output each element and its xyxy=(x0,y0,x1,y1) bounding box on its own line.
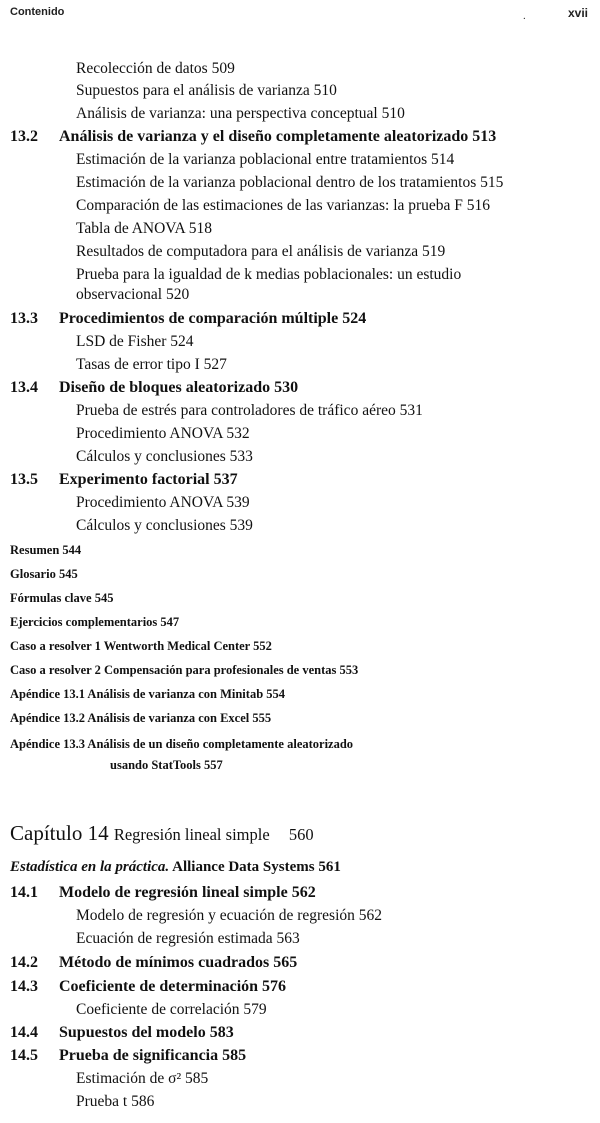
section-title: Método de mínimos cuadrados 565 xyxy=(59,954,298,971)
toc-section-14-5 xyxy=(10,1047,246,1065)
toc-end-entry: Apéndice 13.2 Análisis de varianza con Excel 555 xyxy=(10,711,272,725)
practice-label: Estadística en la práctica. xyxy=(10,859,170,875)
toc-end-entry: Fórmulas clave 545 xyxy=(10,591,114,605)
section-title: Procedimientos de comparación múltiple 524 xyxy=(59,310,367,327)
chapter-title: Regresión lineal simple xyxy=(113,825,270,844)
toc-entry: Cálculos y conclusiones 533 xyxy=(76,448,253,465)
toc-entry: Recolección de datos 509 xyxy=(76,60,235,77)
toc-end-entry: usando StatTools 557 xyxy=(110,758,223,772)
toc-end-entry: Glosario 545 xyxy=(10,567,78,581)
toc-entry: Estimación de la varianza poblacional dentro de los tratamientos 515 xyxy=(76,174,504,191)
toc-entry: Procedimiento ANOVA 532 xyxy=(76,425,250,442)
toc-entry: Modelo de regresión y ecuación de regresión 562 xyxy=(76,907,383,924)
toc-end-entry: Resumen 544 xyxy=(10,543,82,557)
section-title: Análisis de varianza y el diseño completamente aleatorizado 513 xyxy=(59,128,497,145)
toc-section-13-2 xyxy=(10,128,496,146)
toc-entry: Cálculos y conclusiones 539 xyxy=(76,517,253,534)
toc-entry: Estimación de la varianza poblacional entre tratamientos 514 xyxy=(76,151,455,168)
toc-entry: Resultados de computadora para el análisis de varianza 519 xyxy=(76,243,446,260)
section-title: Supuestos del modelo 583 xyxy=(59,1024,234,1041)
toc-entry: Prueba para la igualdad de k medias poblacionales: un estudio xyxy=(76,266,462,283)
chapter-label: Capítulo 14 xyxy=(10,821,109,845)
chapter-heading xyxy=(10,821,314,846)
toc-section-13-4 xyxy=(10,379,298,397)
toc-entry: Prueba de estrés para controladores de tráfico aéreo 531 xyxy=(76,402,423,419)
toc-entry: Tabla de ANOVA 518 xyxy=(76,220,212,237)
section-title: Coeficiente de determinación 576 xyxy=(59,978,287,995)
toc-end-entry: Caso a resolver 2 Compensación para profesionales de ventas 553 xyxy=(10,663,359,677)
toc-section-13-3 xyxy=(10,310,366,328)
toc-end-entry: Apéndice 13.3 Análisis de un diseño completamente aleatorizado xyxy=(10,737,354,751)
section-number: 14.4 xyxy=(10,1024,38,1041)
toc-end-entry: Apéndice 13.1 Análisis de varianza con Minitab 554 xyxy=(10,687,286,701)
page-number: xvii xyxy=(567,6,588,20)
toc-section-14-1 xyxy=(10,884,316,902)
toc-entry: Estimación de σ² 585 xyxy=(76,1070,209,1087)
section-number: 13.2 xyxy=(10,128,38,145)
toc-entry: Procedimiento ANOVA 539 xyxy=(76,494,250,511)
section-number: 13.4 xyxy=(10,379,38,396)
toc-end-entry: Caso a resolver 1 Wentworth Medical Center 552 xyxy=(10,639,272,653)
toc-entry: LSD de Fisher 524 xyxy=(76,333,194,350)
toc-end-entry: Ejercicios complementarios 547 xyxy=(10,615,180,629)
toc-section-14-2 xyxy=(10,954,297,972)
toc-entry: Supuestos para el análisis de varianza 510 xyxy=(76,82,337,99)
running-header: Contenido xyxy=(10,6,65,18)
header-mark: . xyxy=(523,10,526,22)
toc-entry: Ecuación de regresión estimada 563 xyxy=(76,930,300,947)
practice-title: Alliance Data Systems 561 xyxy=(172,859,341,875)
toc-section-14-3 xyxy=(10,978,286,996)
toc-entry: Comparación de las estimaciones de las varianzas: la prueba F 516 xyxy=(76,197,491,214)
section-number: 13.5 xyxy=(10,471,38,488)
toc-section-14-4 xyxy=(10,1024,234,1042)
chapter-page: 560 xyxy=(288,825,314,844)
section-title: Experimento factorial 537 xyxy=(59,471,238,488)
toc-entry: Tasas de error tipo I 527 xyxy=(76,356,227,373)
toc-entry: Análisis de varianza: una perspectiva conceptual 510 xyxy=(76,105,405,122)
section-title: Prueba de significancia 585 xyxy=(59,1047,247,1064)
toc-section-13-5 xyxy=(10,471,238,489)
toc-entry: observacional 520 xyxy=(76,286,190,303)
toc-practice-entry xyxy=(10,859,341,876)
section-title: Diseño de bloques aleatorizado 530 xyxy=(59,379,299,396)
section-number: 14.3 xyxy=(10,978,38,995)
toc-entry: Coeficiente de correlación 579 xyxy=(76,1001,267,1018)
section-number: 14.1 xyxy=(10,884,38,901)
section-number: 13.3 xyxy=(10,310,38,327)
toc-entry: Prueba t 586 xyxy=(76,1093,155,1110)
section-number: 14.5 xyxy=(10,1047,38,1064)
section-title: Modelo de regresión lineal simple 562 xyxy=(59,884,316,901)
section-number: 14.2 xyxy=(10,954,38,971)
